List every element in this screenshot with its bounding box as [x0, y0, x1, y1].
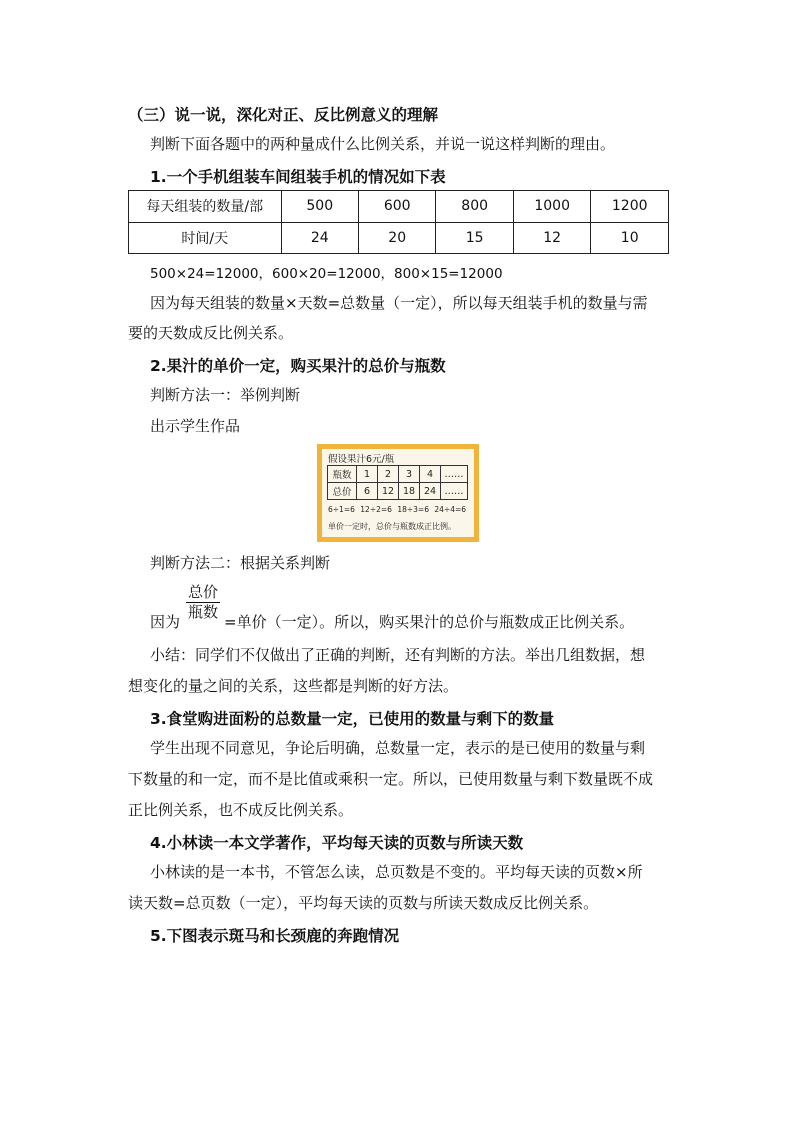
student-work-equations: [328, 505, 466, 514]
q4-line2: 读天数=总页数（一定），平均每天读的页数与所读天数成反比例关系。: [128, 894, 599, 912]
table-cell: 15: [436, 222, 513, 254]
q2-summary-line1: 小结：同学们不仅做出了正确的判断，还有判断的方法。举出几组数据，想: [150, 646, 646, 664]
table-cell-label: 总价: [328, 483, 357, 500]
q2-method1: 判断方法一：举例判断: [150, 386, 301, 404]
student-work-title: 假设果汁6元/瓶: [328, 454, 395, 465]
fraction-total-over-bottles: [186, 582, 220, 622]
q1-explain-line1: 因为每天组装的数量×天数=总数量（一定），所以每天组装手机的数量与需: [150, 294, 648, 312]
q3-line2: 下数量的和一定，而不是比值或乘积一定。所以，已使用数量与剩下数量既不成: [128, 770, 654, 788]
student-work-table: [327, 465, 468, 500]
table-cell: 12: [378, 483, 399, 500]
section-intro: 判断下面各题中的两种量成什么比例关系，并说一说这样判断的理由。: [150, 135, 616, 153]
q3-title: 3.食堂购进面粉的总数量一定，已使用的数量与剩下的数量: [150, 710, 555, 728]
table-cell: 3: [399, 466, 420, 483]
student-work-eq: 6÷1=6: [328, 505, 355, 514]
q3-line1: 学生出现不同意见，争论后明确，总数量一定，表示的是已使用的数量与剩: [150, 739, 646, 757]
table-cell: ……: [441, 466, 468, 483]
section-title: （三）说一说，深化对正、反比例意义的理解: [128, 106, 439, 124]
table-cell: 12: [513, 222, 591, 254]
table-cell: 1000: [513, 191, 591, 223]
q2-after-fraction: =单价（一定）。所以，购买果汁的总价与瓶数成正比例关系。: [224, 613, 635, 631]
student-work-eq: 18÷3=6: [397, 505, 429, 514]
q2-method2: 判断方法二：根据关系判断: [150, 554, 331, 572]
table-cell: 24: [420, 483, 441, 500]
fraction-numerator: 总价: [188, 583, 219, 601]
table-cell-label: 瓶数: [328, 466, 357, 483]
fraction-denominator: 瓶数: [188, 603, 219, 621]
table-cell: 2: [378, 466, 399, 483]
q1-title: 1.一个手机组装车间组装手机的情况如下表: [150, 168, 446, 186]
table-cell: 1: [357, 466, 378, 483]
q4-line1: 小林读的是一本书，不管怎么读，总页数是不变的。平均每天读的页数×所: [150, 863, 643, 881]
student-work-paper: [322, 449, 474, 537]
table-cell: 4: [420, 466, 441, 483]
table-cell-label: 时间/天: [129, 222, 282, 254]
student-work-photo: [317, 444, 479, 542]
table-cell-label: 每天组装的数量/部: [129, 191, 282, 223]
table-row: [328, 466, 468, 483]
table-cell: 600: [358, 191, 435, 223]
q5-title: 5.下图表示斑马和长颈鹿的奔跑情况: [150, 927, 400, 945]
table-cell: ……: [441, 483, 468, 500]
q1-equations: 500×24=12000，600×20=12000，800×15=12000: [150, 266, 503, 282]
table-cell: 10: [591, 222, 669, 254]
q3-line3: 正比例关系，也不成反比例关系。: [128, 801, 354, 819]
table-cell: 18: [399, 483, 420, 500]
q2-summary-line2: 想变化的量之间的关系，这些都是判断的好方法。: [128, 677, 459, 695]
table-cell: 24: [281, 222, 358, 254]
table-cell: 1200: [591, 191, 669, 223]
table-row: [129, 222, 669, 254]
student-work-eq: 24÷4=6: [434, 505, 467, 514]
table-row: [129, 191, 669, 223]
q2-title: 2.果汁的单价一定，购买果汁的总价与瓶数: [150, 357, 446, 375]
student-work-note: 单价一定时，总价与瓶数成正比例。: [328, 522, 456, 531]
q4-title: 4.小林读一本文学著作，平均每天读的页数与所读天数: [150, 834, 524, 852]
assembly-table: [128, 190, 669, 254]
student-work-eq: 12÷2=6: [360, 505, 392, 514]
table-cell: 800: [436, 191, 513, 223]
table-cell: 500: [281, 191, 358, 223]
q1-explain-line2: 要的天数成反比例关系。: [128, 324, 294, 342]
table-row: [328, 483, 468, 500]
q2-show-work: 出示学生作品: [150, 417, 241, 435]
q2-because: 因为: [150, 613, 181, 631]
table-cell: 20: [358, 222, 435, 254]
table-cell: 6: [357, 483, 378, 500]
